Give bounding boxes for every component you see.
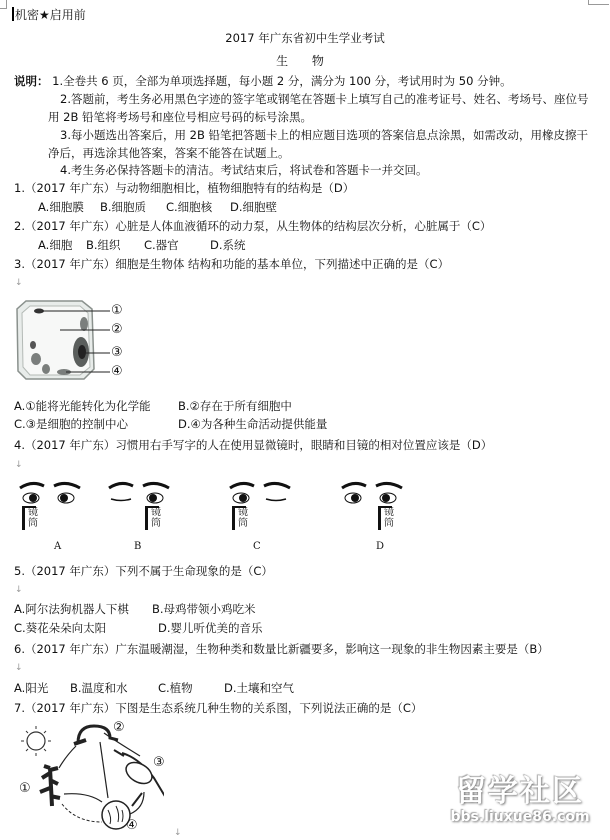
instruction-text: 1.全卷共 6 页，全部为单项选择题，每小题 2 分，满分为 100 分，考试用时为 50 分钟。 bbox=[52, 74, 512, 88]
eco-label-1: ① bbox=[19, 781, 31, 796]
watermark-title: 留学社区 bbox=[456, 774, 584, 809]
confidential-tag bbox=[12, 6, 86, 23]
q2-option-b: B.组织 bbox=[86, 238, 121, 252]
q6-option-b: B.温度和水 bbox=[70, 681, 128, 695]
eyes-figure-b bbox=[107, 480, 177, 530]
figure-caption-a: A bbox=[54, 541, 62, 552]
q6-option-a: A.阳光 bbox=[14, 681, 49, 695]
cell-label-3: ③ bbox=[111, 345, 123, 360]
q1-option-c: C.细胞核 bbox=[166, 200, 213, 214]
instruction-line-6: 4.考生务必保持答题卡的清洁。考试结束后，将试卷和答题卡一并交回。 bbox=[60, 163, 428, 177]
figure-caption-c: C bbox=[253, 541, 261, 552]
q3-option-c: C.③是细胞的控制中心 bbox=[14, 417, 128, 431]
q3-option-a: A.①能将光能转化为化学能 bbox=[14, 399, 151, 413]
figure-caption-d: D bbox=[376, 541, 385, 552]
q5-option-d: D.婴儿听优美的音乐 bbox=[158, 621, 263, 635]
instruction-line-3: 用 2B 铅笔将考场号和座位号相应号码的标号涂黑。 bbox=[48, 110, 313, 124]
question-7-stem: 7.（2017 年广东）下图是生态系统几种生物的关系图，下列说法正确的是（C） bbox=[14, 701, 423, 715]
question-4-stem: 4.（2017 年广东）习惯用右手写字的人在使用显微镜时，眼睛和目镜的相对位置应该是（D） bbox=[14, 438, 493, 452]
cell-label-2: ② bbox=[111, 322, 123, 337]
instruction-line-1 bbox=[14, 73, 512, 89]
tube-label-d: 镜筒 bbox=[384, 507, 394, 529]
tube-label-b: 镜筒 bbox=[151, 507, 161, 529]
q5-option-b: B.母鸡带领小鸡吃米 bbox=[152, 602, 256, 616]
question-3-stem: 3.（2017 年广东）细胞是生物体 结构和功能的基本单位，下列描述中正确的是（C） bbox=[14, 257, 450, 271]
q6-option-c: C.植物 bbox=[158, 681, 193, 695]
paragraph-mark: ↓ bbox=[15, 460, 23, 470]
instructions-label: 说明： bbox=[14, 74, 49, 88]
eyes-figure-d bbox=[340, 480, 410, 530]
question-2-stem: 2.（2017 年广东）心脏是人体血液循环的动力泵，从生物体的结构层次分析，心脏属于（C） bbox=[14, 219, 492, 233]
q1-option-d: D.细胞壁 bbox=[230, 200, 278, 214]
question-1-stem: 1.（2017 年广东）与动物细胞相比，植物细胞特有的结构是（D） bbox=[14, 181, 355, 195]
paragraph-mark: ↓ bbox=[15, 278, 23, 288]
q6-option-d: D.土壤和空气 bbox=[224, 681, 295, 695]
cell-label-1: ① bbox=[111, 303, 123, 318]
q5-option-c: C.葵花朵朵向太阳 bbox=[14, 621, 107, 635]
eco-label-4: ④ bbox=[126, 818, 138, 833]
q1-option-a: A.细胞膜 bbox=[38, 200, 84, 214]
question-5-stem: 5.（2017 年广东）下列不属于生命现象的是（C） bbox=[14, 564, 273, 578]
subject-title: 生 物 bbox=[276, 54, 334, 68]
ecosystem-figure bbox=[14, 718, 164, 838]
cell-label-4: ④ bbox=[111, 364, 123, 379]
tube-label-c: 镜筒 bbox=[238, 507, 248, 529]
paragraph-mark: ↓ bbox=[15, 663, 23, 673]
q1-option-b: B.细胞质 bbox=[100, 200, 147, 214]
instruction-line-5: 净后，再选涂其他答案，答案不能答在试题上。 bbox=[48, 146, 290, 160]
eco-label-3: ③ bbox=[153, 755, 165, 770]
q3-option-b: B.②存在于所有细胞中 bbox=[178, 399, 292, 413]
exam-title: 2017 年广东省初中生学业考试 bbox=[225, 31, 385, 45]
paragraph-mark: ↓ bbox=[174, 828, 182, 838]
q3-option-d: D.④为各种生命活动提供能量 bbox=[178, 417, 328, 431]
site-watermark bbox=[440, 775, 600, 825]
text-cursor bbox=[12, 7, 14, 21]
q2-option-d: D.系统 bbox=[210, 238, 246, 252]
tube-label-a: 镜筒 bbox=[28, 507, 38, 529]
question-6-stem: 6.（2017 年广东）广东温暖潮湿，生物种类和数量比新疆要多，影响这一现象的非生物因素主要是（B） bbox=[14, 642, 549, 656]
eco-label-2: ② bbox=[113, 720, 125, 735]
instruction-line-2: 2.答题前，考生务必用黑色字迹的签字笔或钢笔在答题卡上填写自己的准考证号、姓名、考场号、座位号 bbox=[60, 92, 589, 106]
page-corner-mark-left bbox=[0, 0, 7, 9]
q5-option-a: A.阿尔法狗机器人下棋 bbox=[14, 602, 129, 616]
watermark-url: bbs.liuxue86.com bbox=[450, 809, 590, 825]
figure-caption-b: B bbox=[134, 541, 142, 552]
q2-option-c: C.器官 bbox=[144, 238, 179, 252]
q2-option-a: A.细胞 bbox=[38, 238, 73, 252]
confidential-text: 机密★启用前 bbox=[15, 8, 86, 22]
paragraph-mark: ↓ bbox=[15, 585, 23, 595]
instruction-line-4: 3.每小题选出答案后，用 2B 铅笔把答题卡上的相应题目选项的答案信息点涂黑，如需改动，用橡皮擦干 bbox=[60, 128, 588, 142]
page-corner-mark-right bbox=[588, 0, 609, 5]
